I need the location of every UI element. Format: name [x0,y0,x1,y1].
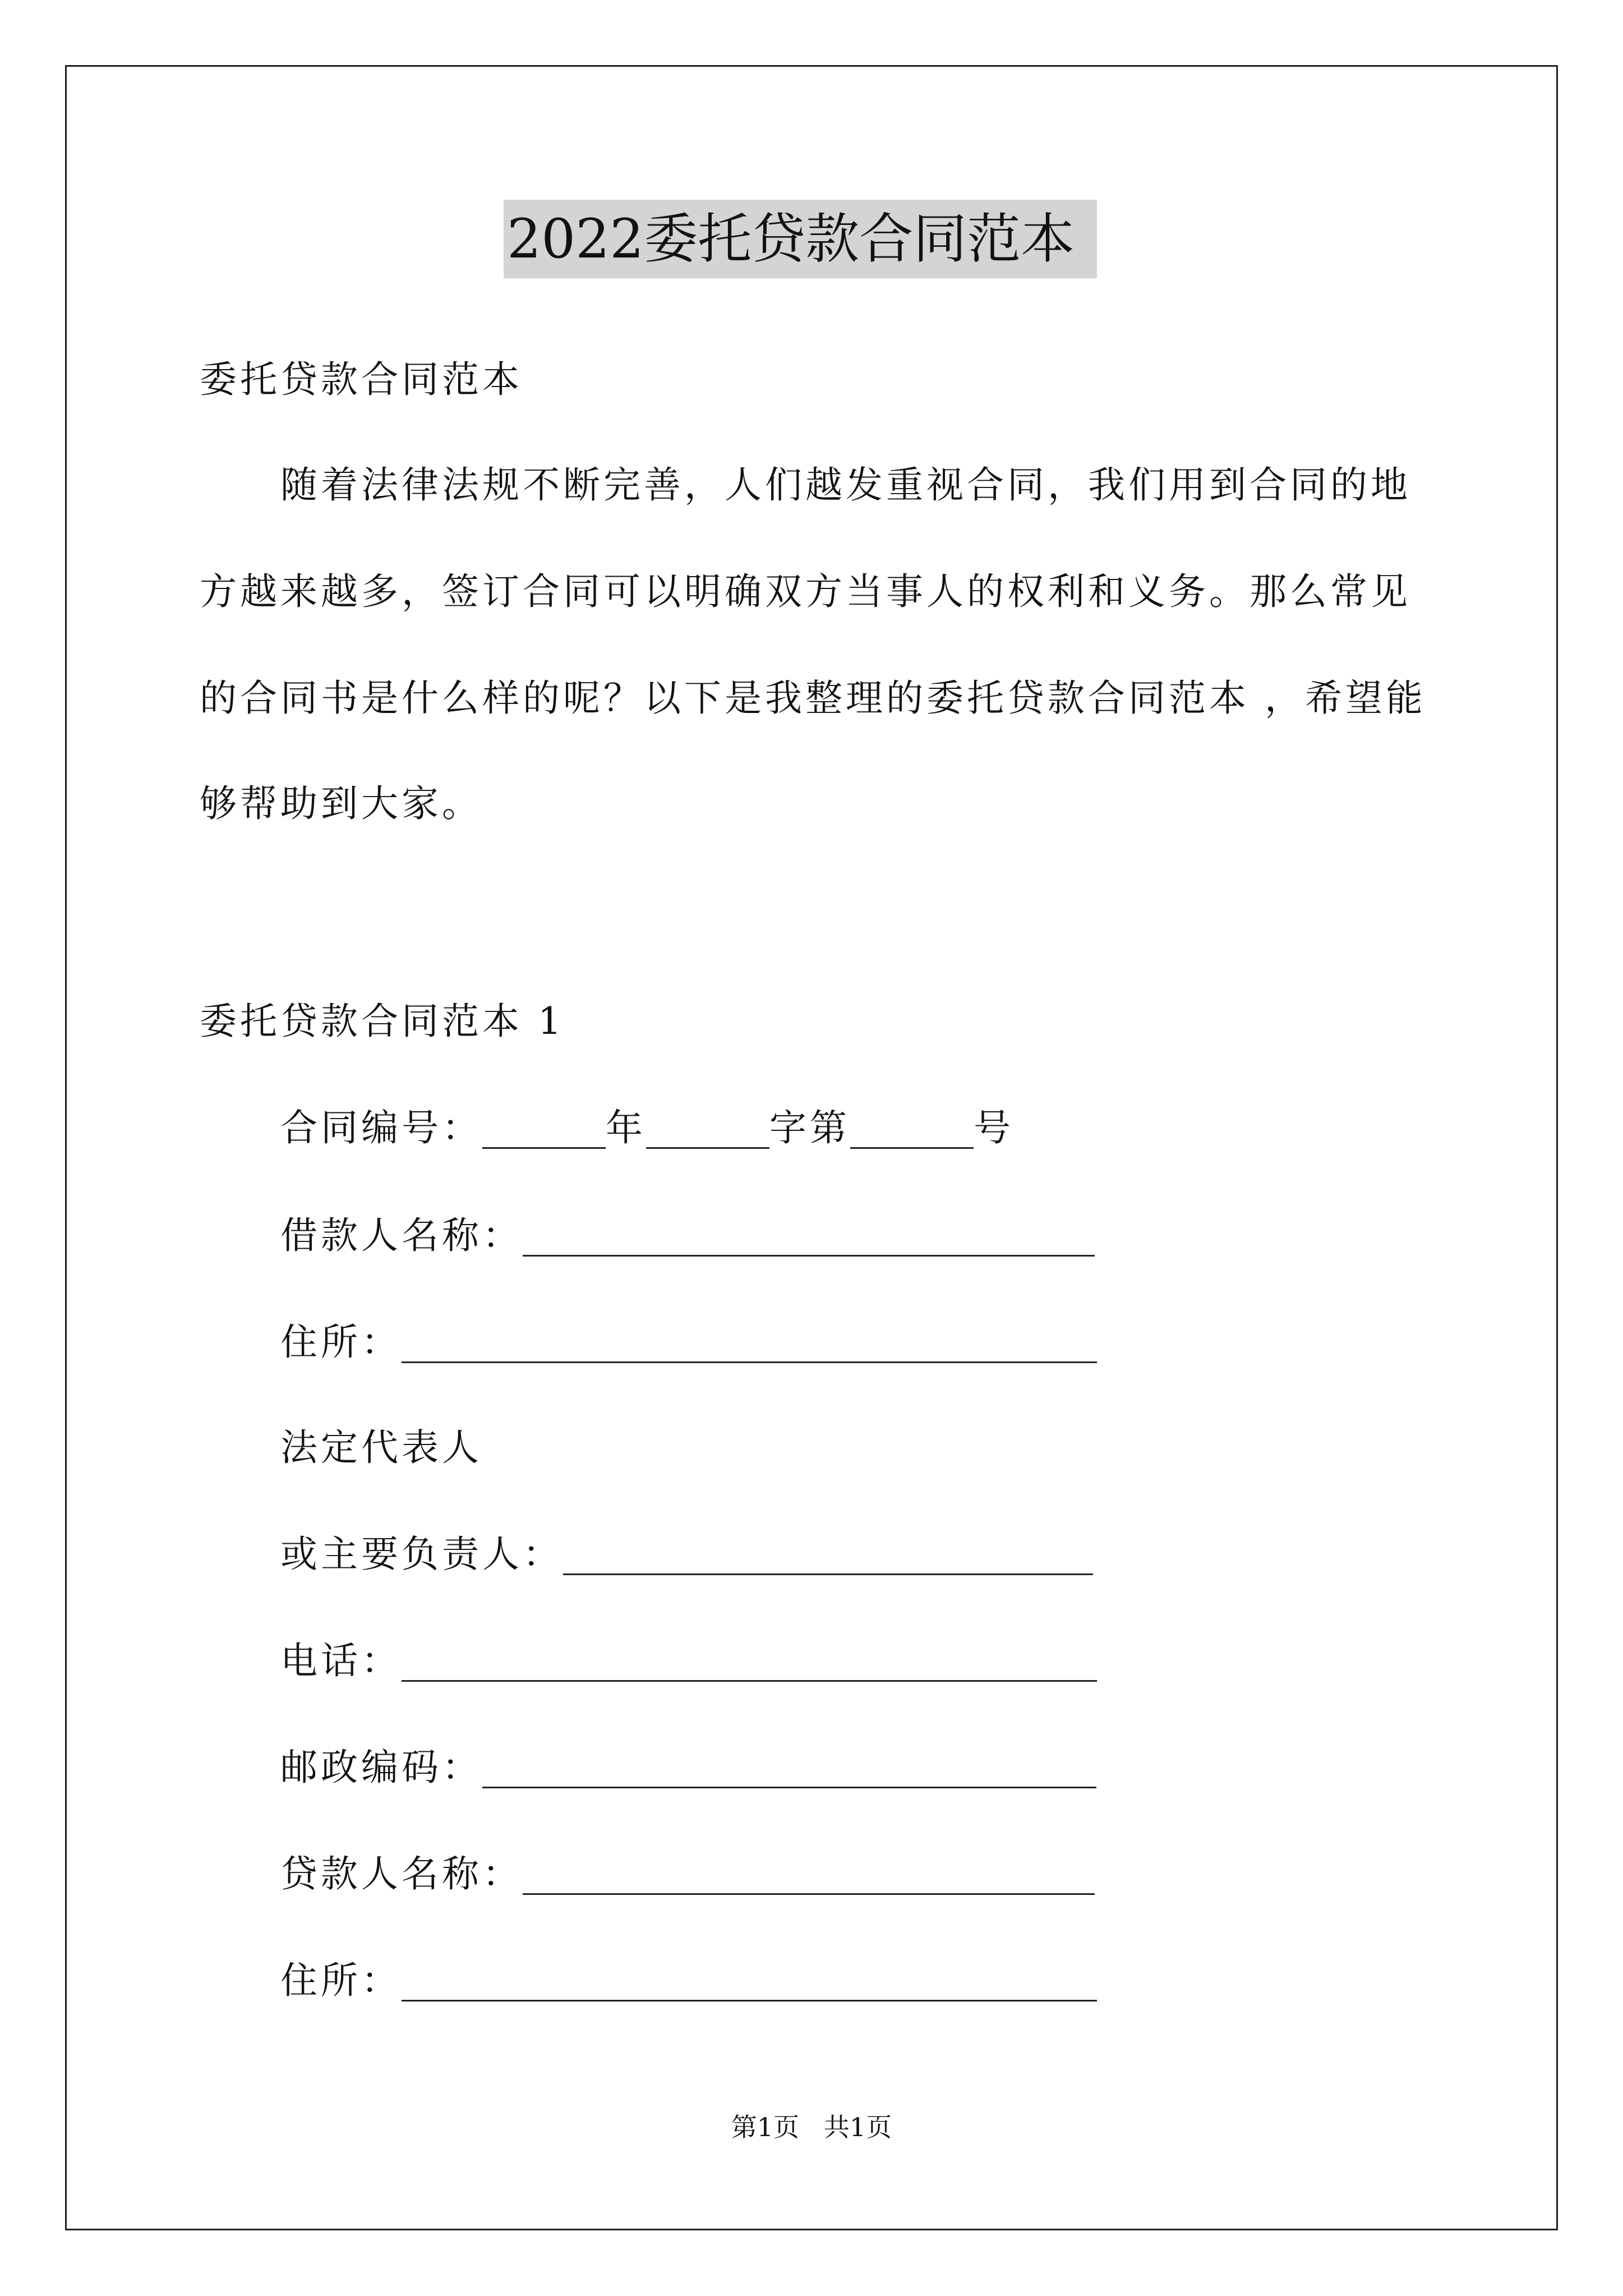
contract-number-blank[interactable] [850,1106,974,1149]
principal-row [280,1529,1093,1580]
intro-line-1: 随着法律法规不断完善，人们越发重视合同，我们用到合同的地 [280,463,1411,507]
contract-number-suffix: 号 [974,1106,1014,1149]
lender-name-blank[interactable] [523,1852,1095,1895]
document-title: 2022委托贷款合同范本 [504,200,1097,278]
phone-row [280,1636,1097,1686]
intro-line-2: 方越来越多，签订合同可以明确双方当事人的权利和义务。那么常见 [200,570,1411,613]
lender-address-row [280,1955,1097,2006]
intro-line-3: 的合同书是什么样的呢？以下是我整理的委托贷款合同范本 ，希望能 [200,677,1426,720]
borrower-name-label: 借款人名称： [280,1214,523,1257]
lender-address-label: 住所： [280,1959,402,2002]
borrower-address-label: 住所： [280,1320,402,1364]
section-heading: 委托贷款合同范本 1 [200,1000,565,1043]
principal-label: 或主要负责人： [280,1533,563,1576]
contract-char-label: 字第 [769,1106,850,1149]
borrower-address-blank[interactable] [402,1320,1097,1363]
document-subtitle: 委托贷款合同范本 [200,358,523,401]
page-footer: 第1页 共1页 [731,2112,892,2142]
postal-code-blank[interactable] [482,1745,1096,1788]
phone-blank[interactable] [402,1639,1097,1682]
legal-rep-row [280,1423,482,1473]
principal-blank[interactable] [563,1532,1093,1575]
contract-char-blank[interactable] [646,1106,769,1149]
contract-number-row [280,1103,1014,1153]
borrower-name-blank[interactable] [523,1213,1095,1257]
postal-code-label: 邮政编码： [280,1746,482,1789]
legal-rep-label: 法定代表人 [280,1426,482,1469]
borrower-name-row [280,1211,1095,1261]
postal-code-row [280,1742,1096,1793]
intro-line-4: 够帮助到大家。 [200,782,482,825]
lender-address-blank[interactable] [402,1958,1097,2001]
lender-name-label: 贷款人名称： [280,1852,523,1895]
lender-name-row [280,1849,1095,1899]
contract-number-label: 合同编号： [280,1106,482,1149]
contract-year-blank[interactable] [482,1106,606,1149]
borrower-address-row [280,1317,1097,1368]
contract-year-label: 年 [606,1106,646,1149]
phone-label: 电话： [280,1639,402,1682]
